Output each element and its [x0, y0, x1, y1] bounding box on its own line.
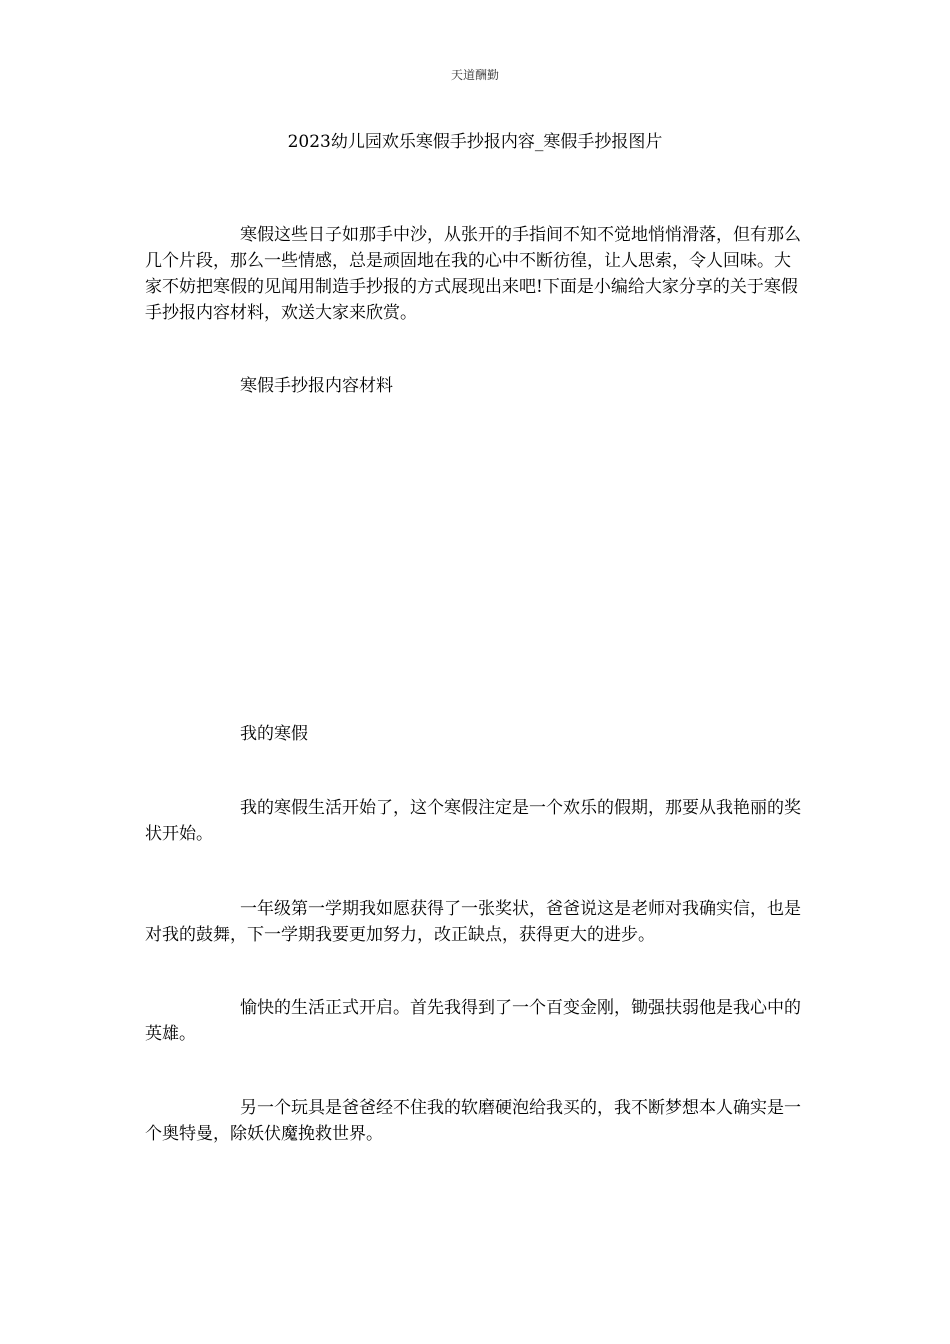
- sub-heading: 我的寒假: [240, 724, 308, 744]
- document-title: 2023幼儿园欢乐寒假手抄报内容_寒假手抄报图片: [287, 132, 663, 152]
- body-paragraph-3: 愉快的生活正式开启。首先我得到了一个百变金刚，锄强扶弱他是我心中的英雄。: [145, 998, 801, 1044]
- page-header: 天道酬勤: [450, 68, 499, 82]
- intro-paragraph: 寒假这些日子如那手中沙，从张开的手指间不知不觉地悄悄滑落，但有那么几个片段，那么一些情感，总是顽固地在我的心中不断彷徨，让人思索，令人回味。大家不妨把寒假的见闻用制造手抄报的方式展现出来吧!下面是小编给大家分享的关于寒假手抄报内容材料，欢送大家来欣赏。: [145, 225, 801, 323]
- body-paragraph-2: 一年级第一学期我如愿获得了一张奖状，爸爸说这是老师对我确实信，也是对我的鼓舞，下一学期我要更加努力，改正缺点，获得更大的进步。: [145, 899, 801, 945]
- body-paragraph-1: 我的寒假生活开始了，这个寒假注定是一个欢乐的假期，那要从我艳丽的奖状开始。: [145, 798, 801, 844]
- body-paragraph-4: 另一个玩具是爸爸经不住我的软磨硬泡给我买的，我不断梦想本人确实是一个奥特曼，除妖伏魔挽救世界。: [145, 1098, 801, 1144]
- section-heading: 寒假手抄报内容材料: [240, 376, 393, 396]
